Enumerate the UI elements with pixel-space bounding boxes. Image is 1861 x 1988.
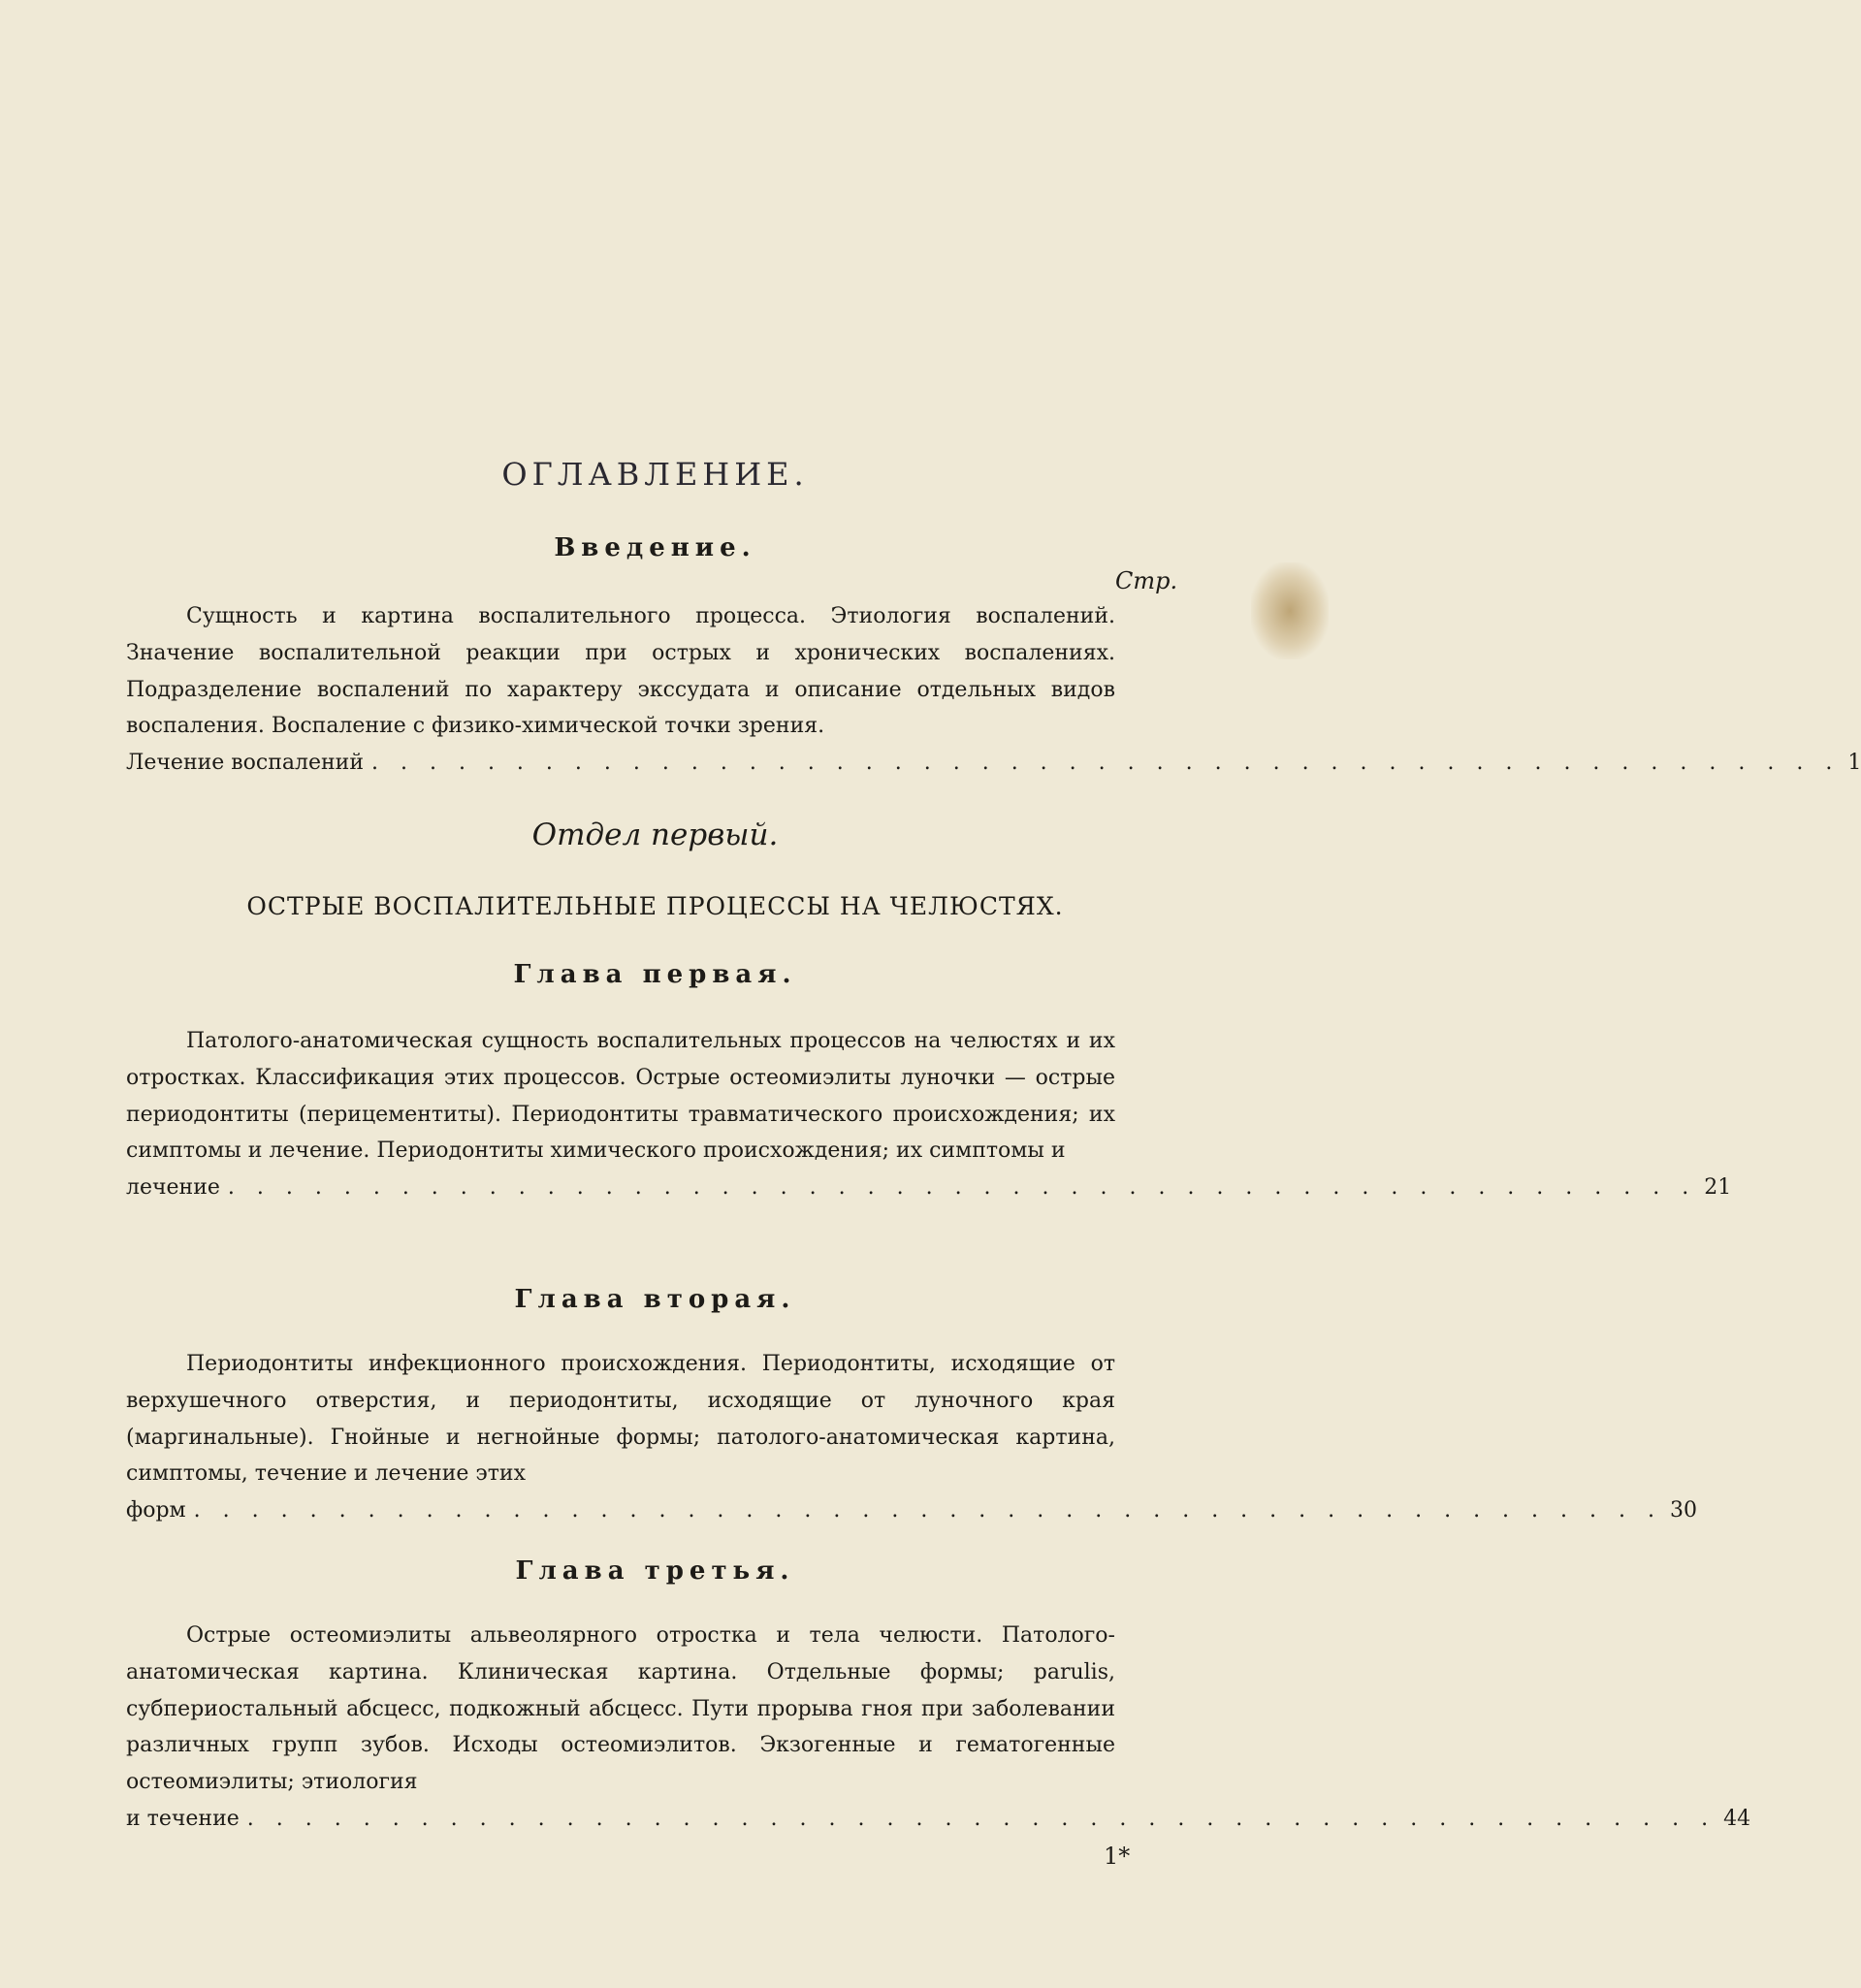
chapter-3-last-line [126,1801,1751,1838]
intro-page-number: 1 [1847,751,1861,776]
intro-heading: Введение. [554,533,756,562]
chapter-3-heading: Глава третья. [515,1556,795,1586]
chapter-1-page-number: 21 [1704,1175,1732,1201]
chapter-1-last-text: лечение [126,1175,220,1201]
chapter-1-heading: Глава первая. [513,960,797,989]
chapter-1-last-line [126,1170,1732,1206]
chapter-1-entry [126,1023,1732,1206]
page-column-label: Стр. [1115,567,1178,594]
chapter-2-last-line [126,1492,1697,1529]
section-label: Отдел первый. [531,818,779,852]
chapter-2-last-text: форм [126,1498,186,1523]
page-title: ОГЛАВЛЕНИЕ. [501,456,809,493]
chapter-2-entry [126,1346,1697,1529]
chapter-2-text: Периодонтиты инфекционного происхождения. Периодонтиты, исходящие от верхушечного отверстия, и периодонтиты, исходящие от луночного края (маргинальные). Гнойные и негнойные формы; патолого-анатомическая картина, симптомы, течение и лечение этих [126,1352,1115,1487]
leader-dots: . . . . . . . . . . . . . . . . . . . . . . . . . . . . . . . . . . . . . . . . . . . . . . . . . . . [227,1175,1697,1201]
chapter-1-text: Патолого-анатомическая сущность воспалительных процессов на челюстях и их отростках. Классификация этих процессов. Острые остеомиэлиты луночки — острые периодонтиты (перицементиты). Периодонтиты травматического происхождения; их симптомы и лечение. Периодонтиты химического происхождения; их симптомы и [126,1029,1115,1164]
chapter-3-last-text: и течение [126,1806,240,1831]
chapter-2-heading: Глава вторая. [514,1285,796,1314]
chapter-3-entry [126,1618,1751,1838]
intro-text: Сущность и картина воспалительного процесса. Этиология воспалений. Значение воспалительной реакции при острых и хронических воспалениях. Подразделение воспалений по характеру экссудата и описание отдельных видов воспаления. Воспаление с физико-химической точки зрения. [126,604,1115,739]
leader-dots: . . . . . . . . . . . . . . . . . . . . . . . . . . . . . . . . . . . . . . . . . . . . . . . . . . . [371,751,1841,776]
intro-last-text: Лечение воспалений [126,751,364,776]
section-title: ОСТРЫЕ ВОСПАЛИТЕЛЬНЫЕ ПРОЦЕССЫ НА ЧЕЛЮСТЯХ. [246,892,1064,920]
intro-last-line [126,745,1861,782]
paper-stain [1251,562,1329,659]
leader-dots: . . . . . . . . . . . . . . . . . . . . . . . . . . . . . . . . . . . . . . . . . . . . . . . . . . . [193,1498,1662,1523]
chapter-2-page-number: 30 [1669,1498,1697,1523]
chapter-3-text: Острые остеомиэлиты альвеолярного отростка и тела челюсти. Патолого-анатомическая картина. Клиническая картина. Отдельные формы; parulis, субпериостальный абсцесс, подкожный абсцесс. Пути прорыва гноя при заболевании различных групп зубов. Исходы остеомиэлитов. Экзогенные и гематогенные остеомиэлиты; этиология [126,1623,1115,1795]
chapter-3-page-number: 44 [1723,1806,1751,1831]
leader-dots: . . . . . . . . . . . . . . . . . . . . . . . . . . . . . . . . . . . . . . . . . . . . . . . . . . . [246,1806,1717,1831]
intro-entry [126,598,1861,782]
signature-mark: 1* [1104,1843,1131,1870]
